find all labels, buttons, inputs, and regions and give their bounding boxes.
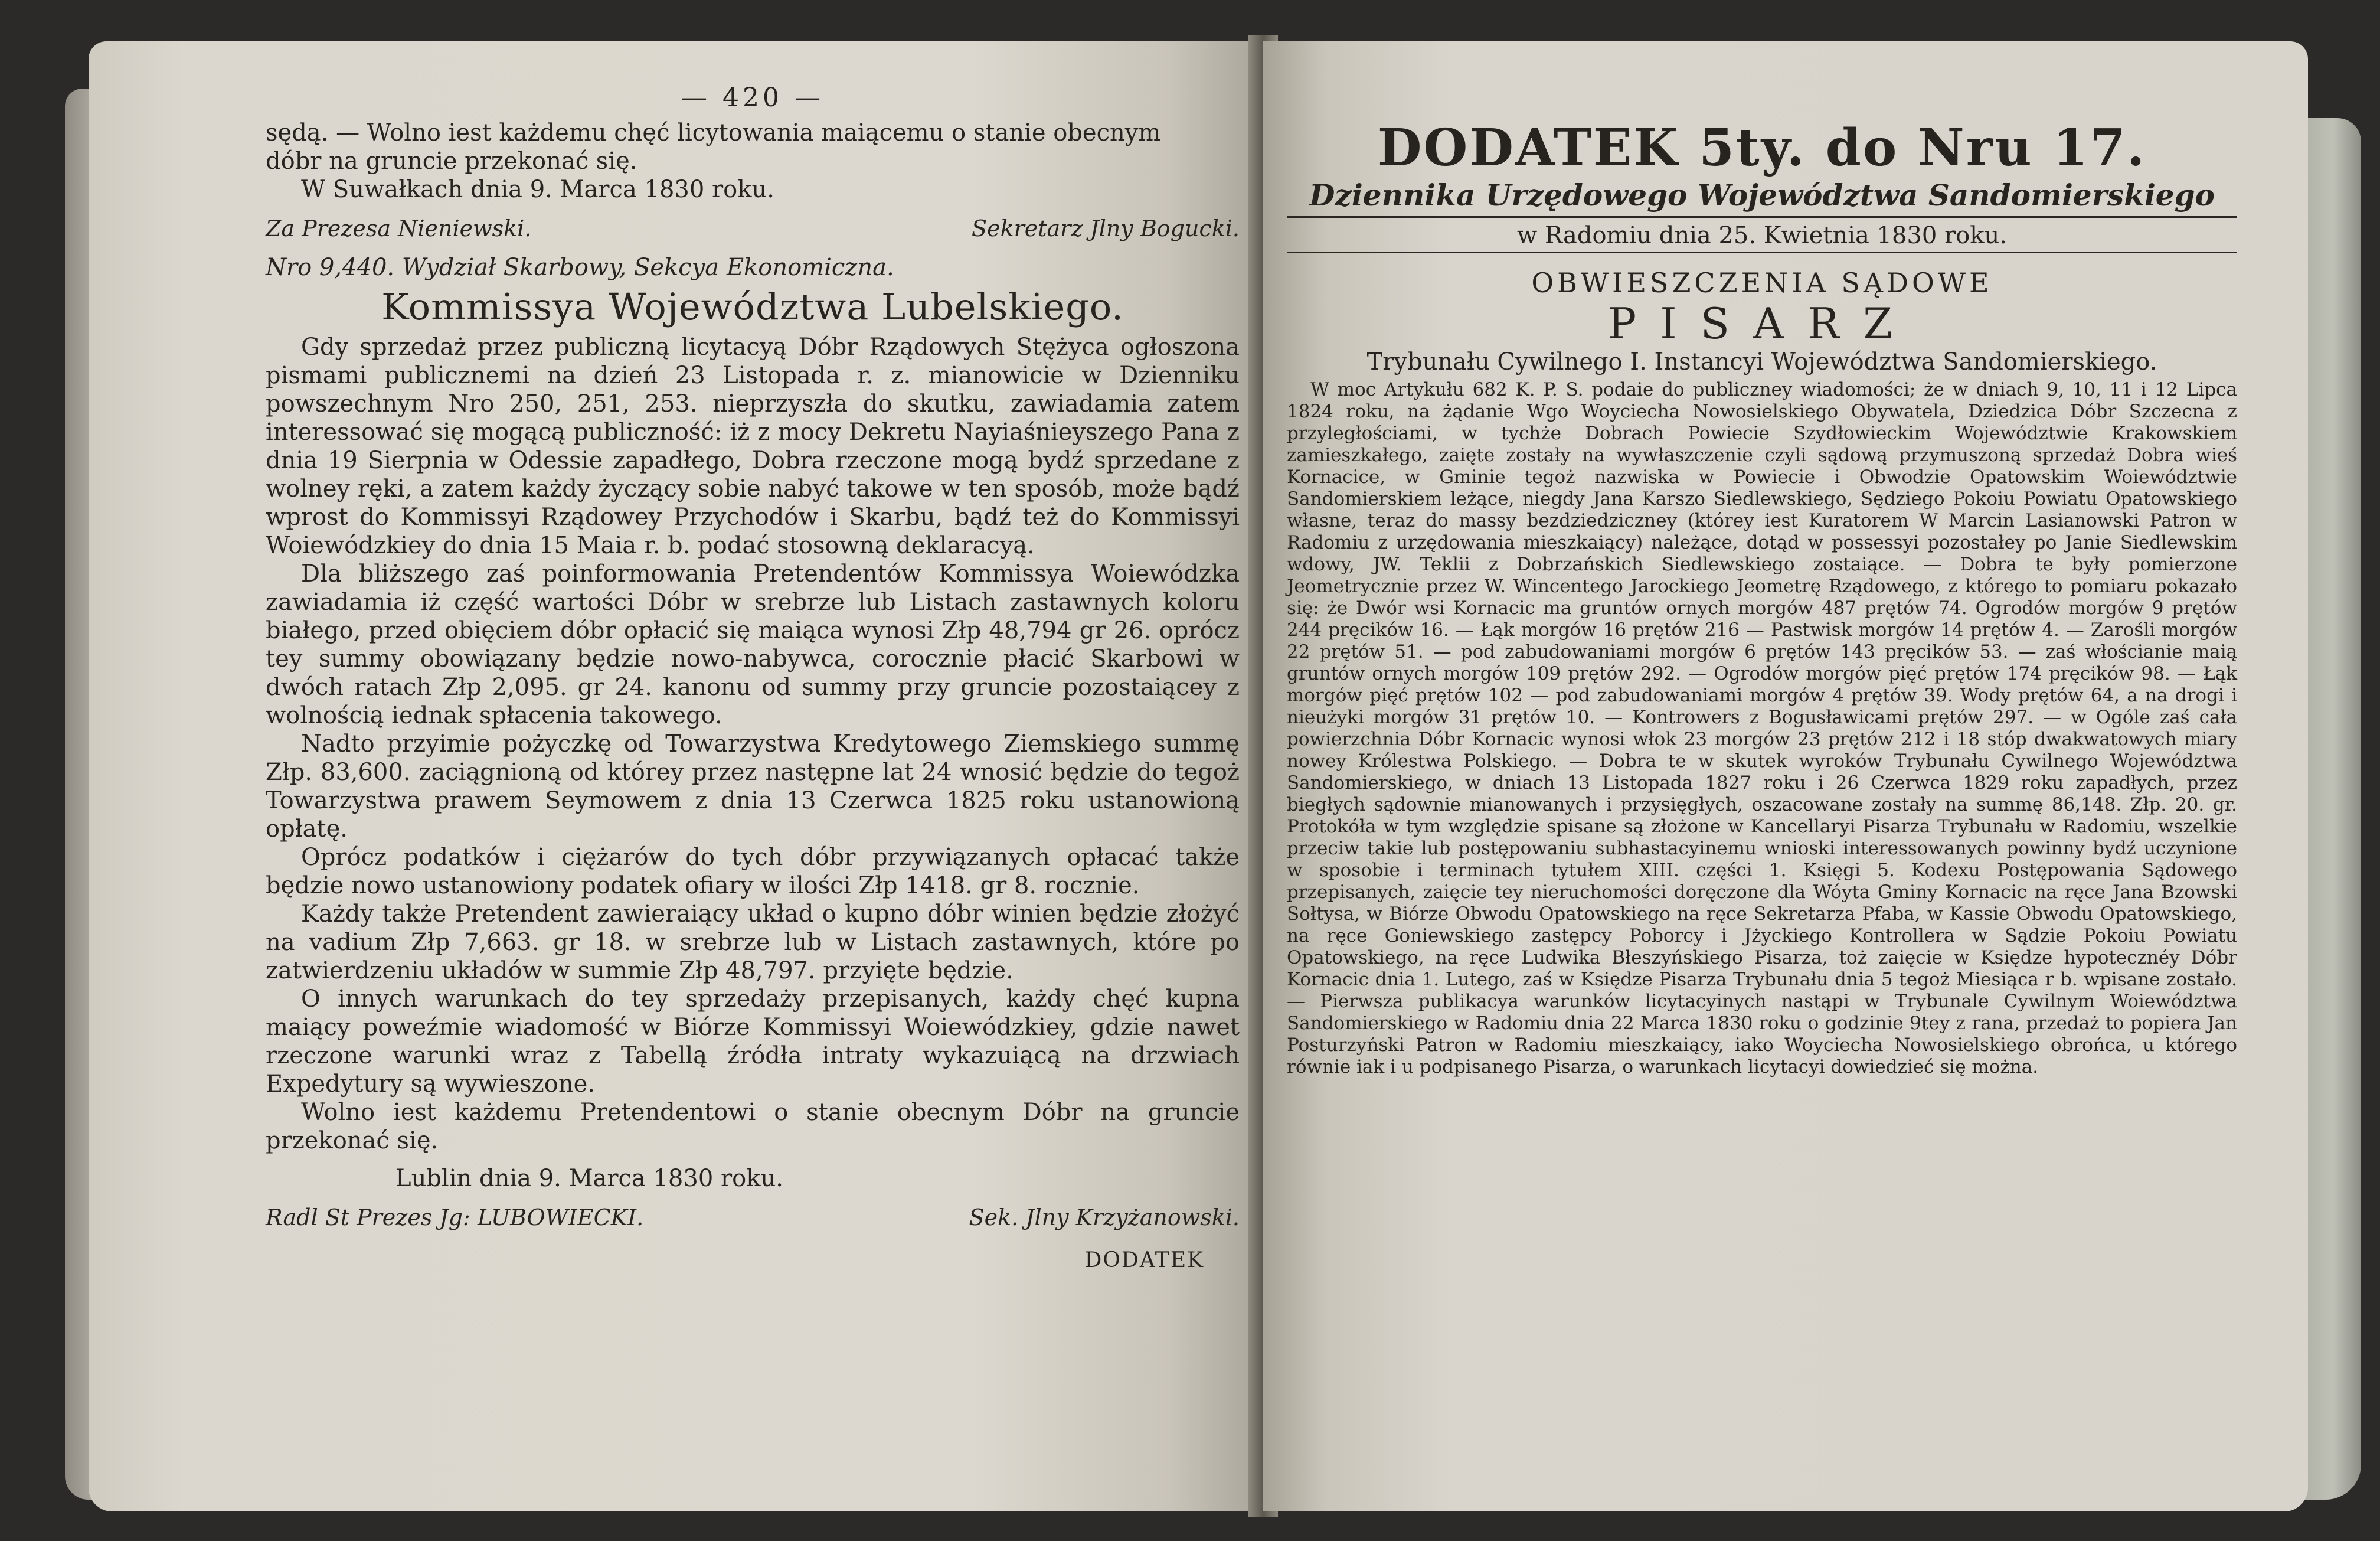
court-heading: Trybunału Cywilnego I. Instancyi Województwa Sandomierskiego. xyxy=(1366,348,2157,376)
signature-row xyxy=(266,216,1240,241)
paragraph-6: O innych warunkach do tey sprzedaży przepisanych, każdy chęć kupna maiący poweźmie wiadomość w Biórze Kommissyi Woiewódzkiey, gdzie nawet rzeczone warunki wraz z Tabellą źródła intraty wykazuiącą na drzwiach Expedytury są wywieszone. xyxy=(266,985,1240,1098)
paragraph-1: Gdy sprzedaż przez publiczną licytacyą Dóbr Rządowych Stężyca ogłoszona pismami publicznemi na dzień 23 Listopada r. z. mianowicie w Dzienniku powszechnym Nro 250, 251, 253. nieprzyszła do skutku, zawiadamia zatem interessować się mogącą publiczność: iż z mocy Dekretu Nayiaśnieyszego Pana z dnia 19 Sierpnia w Odessie zapadłego, Dobra rzeczone mogą bydź sprzedane z wolney ręki, a zatem każdy życzący sobie nabyć takowe w ten sposób, może bądź wprost do Kommissyi Rządowey Przychodów i Skarbu, bądź też do Kommissyi Woiewódzkiey do dnia 15 Maia r. b. podać stosowną deklaracyą. xyxy=(266,334,1240,559)
left-page xyxy=(89,41,1263,1511)
paragraph-7: Wolno iest każdemu Pretendentowi o stanie obecnym Dóbr na gruncie przekonać się. xyxy=(266,1099,1240,1154)
signature-row-2 xyxy=(266,1204,1240,1230)
title-rule-bottom xyxy=(1287,252,2237,253)
section-header: OBWIESZCZENIA SĄDOWE xyxy=(1531,267,1993,299)
page-number-line: — 420 — xyxy=(681,83,824,113)
right-page xyxy=(1263,41,2308,1511)
continuation-line-1: sędą. — Wolno iest każdemu chęć licytowania maiącemu o stanie obecnym xyxy=(266,119,1161,146)
paragraph-5: Każdy także Pretendent zawieraiący układ o kupno dóbr winien będzie złożyć na vadium Złp 7,663. gr 18. w srebrze lub w Listach zastawnych, które po zatwierdzeniu układów w summie Złp 48,797. przyięte będzie. xyxy=(266,900,1240,984)
continuation-line-2: dóbr na gruncie przekonać się. xyxy=(266,148,638,175)
paragraph-3: Nadto przyimie pożyczkę od Towarzystwa Kredytowego Ziemskiego summę Złp. 83,600. zaciągnioną od którey przez następne lat 24 wnosić będzie do tegoż Towarzystwa prawem Seymowem z dnia 13 Czerwca 1825 roku ustanowioną opłatę. xyxy=(266,730,1240,843)
notice-body: W moc Artykułu 682 K. P. S. podaie do publiczney wiadomości; że w dniach 9, 10, 11 i 12 Lipca 1824 roku, na żądanie Wgo Woyciecha Nowosielskiego Obywatela, Dziedzica Dóbr Szczecna z przyległościami, w tychże Dobrach Powiecie Szydłowieckim Województwie Krakowskiem zamieszkałego, zaięte zostały na wywłaszczenie czyli sądową przymuszoną sprzedaż Dobra wieś Kornacice, w Gminie tegoż nazwiska w Powiecie i Obwodzie Opatowskim Woiewództwie Sandomierskiem leżące, niegdy Jana Karszo Siedlewskiego, Sędziego Pokoiu Powiatu Opatowskiego własne, teraz do massy bezdziedziczney (którey iest Kuratorem W Marcin Lasianowski Patron w Radomiu z urzędowania mieszkaiący) należące, dotąd w possessyi pozostałey po Janie Siedlewskim wdowy, JW. Teklii z Dobrzańskich Siedlewskiego zostaiące. — Dobra te były pomierzone Jeometrycznie przez W. Wincentego Jarockiego Jeometrę Rządowego, z którego to pomiaru pokazało się: że Dwór wsi Kornacic ma gruntów ornych morgów 487 prętów 74. Ogrodów morgów 9 prętów 244 pręcików 16. — Łąk morgów 16 prętów 216 — Pastwisk morgów 14 prętów 4. — Zarośli morgów 22 prętów 51. — pod zabudowaniami morgów 6 prętów 143 pręcików 53. — zaś włościanie maią gruntów ornych morgów 109 prętów 292. — Ogrodów morgów pięć prętów 174 pręcików 98. — Łąk morgów pięć prętów 102 — pod zabudowaniami morgów 4 prętów 39. Wody prętów 64, a na drogi i nieużyki morgów 31 prętów 10. — Kontrowers z Bogusławicami prętów 297. — w Ogóle zaś cała powierzchnia Dóbr Kornacic wynosi włok 23 morgów 23 prętów 212 i 18 stóp dwakwatowych miary nowey Królestwa Polskiego. — Dobra te w skutek wyroków Trybunału Cywilnego Województwa Sandomierskiego, w dniach 13 Listopada 1827 roku i 26 Czerwca 1829 roku zapadłych, przez biegłych sądownie mianowanych i przysięgłych, oszacowane zostały na summę 86,148. Złp. 20. gr. Protokóła w tym względzie spisane są złożone w Kancellaryi Pisarza Trybunału w Radomiu, wszelkie przeciw takie lub postępowaniu subhastacyinemu wnioski interessowanych powinny bydź uczynione w sposobie i terminach tytułem XIII. części 1. Księgi 5. Kodexu Postępowania Sądowego przepisanych, zaięcie tey nieruchomości doręczone dla Wóyta Gminy Kornacic na ręce Jana Bzowski Sołtysa, w Biórze Obwodu Opatowskiego na ręce Sekretarza Pfaba, w Kassie Obwodu Opatowskiego, na ręce Goniewskiego zastępcy Poborcy i Jżyckiego Kontrollera w Sądzie Pokoiu Powiatu Opatowskiego, na ręce Ludwika Błeszyńskiego Pisarza, toż zaięcie w Księdze hypotecznéy Dóbr Kornacic dnia 1. Lutego, zaś w Księdze Pisarza Trybunału dnia 5 tegoż Miesiąca r b. wpisane zostało. — Pierwsza publikacya warunków licytacyinych nastąpi w Trybunale Cywilnym Woiewództwa Sandomierskiego w Radomiu dnia 22 Marca 1830 roku o godzinie 9tey z rana, przedaż to popiera Jan Posturzyński Patron w Radomiu mieszkaiący, iako Woyciecha Nowosielskiego obrońca, u którego równie iak i u podpisanego Pisarza, o warunkach licytacyi dowiedzieć się można. xyxy=(1287,379,2237,1078)
signature-left: Za Prezesa Nieniewski. xyxy=(266,216,532,241)
page-number: 420 xyxy=(722,83,783,113)
supplement-title: DODATEK 5ty. do Nru 17. xyxy=(1377,118,2147,178)
date-line: Lublin dnia 9. Marca 1830 roku. xyxy=(395,1165,783,1192)
paragraph-4: Oprócz podatków i ciężarów do tych dóbr przywiązanych opłacać także będzie nowo ustanowiony podatek ofiary w ilości Złp 1418. gr 8. rocznie. xyxy=(266,844,1240,899)
pisarz-heading: PISARZ xyxy=(1607,299,1917,348)
journal-subtitle: Dziennika Urzędowego Województwa Sandomierskiego xyxy=(1309,178,2215,213)
commission-heading: Kommissya Województwa Lubelskiego. xyxy=(381,285,1124,328)
signature2-right: Sek. Jlny Krzyżanowski. xyxy=(969,1204,1240,1230)
signature2-left: Radl St Prezes Jg: LUBOWIECKI. xyxy=(266,1204,644,1230)
title-rule-top xyxy=(1287,216,2237,218)
nro-line: Nro 9,440. Wydział Skarbowy, Sekcya Ekonomiczna. xyxy=(266,254,894,281)
catchword: DODATEK xyxy=(1084,1248,1204,1272)
dateline: w Radomiu dnia 25. Kwietnia 1830 roku. xyxy=(1517,222,2007,249)
continuation-line-3: W Suwałkach dnia 9. Marca 1830 roku. xyxy=(301,176,774,203)
signature-right: Sekretarz Jlny Bogucki. xyxy=(972,216,1240,241)
paragraph-2: Dla bliższego zaś poinformowania Pretendentów Kommissya Woiewódzka zawiadamia iż część wartości Dóbr w srebrze lub Listach zastawnych koloru białego, przed obięciem dóbr opłacić się maiąca wynosi Złp 48,794 gr 26. oprócz tey summy obowiązany będzie nowo-nabywca, corocznie płacić Skarbowi w dwóch ratach Złp 2,095. gr 24. kanonu od summy przy gruncie pozostaiącey z wolnością iednak spłacenia takowego. xyxy=(266,560,1240,729)
